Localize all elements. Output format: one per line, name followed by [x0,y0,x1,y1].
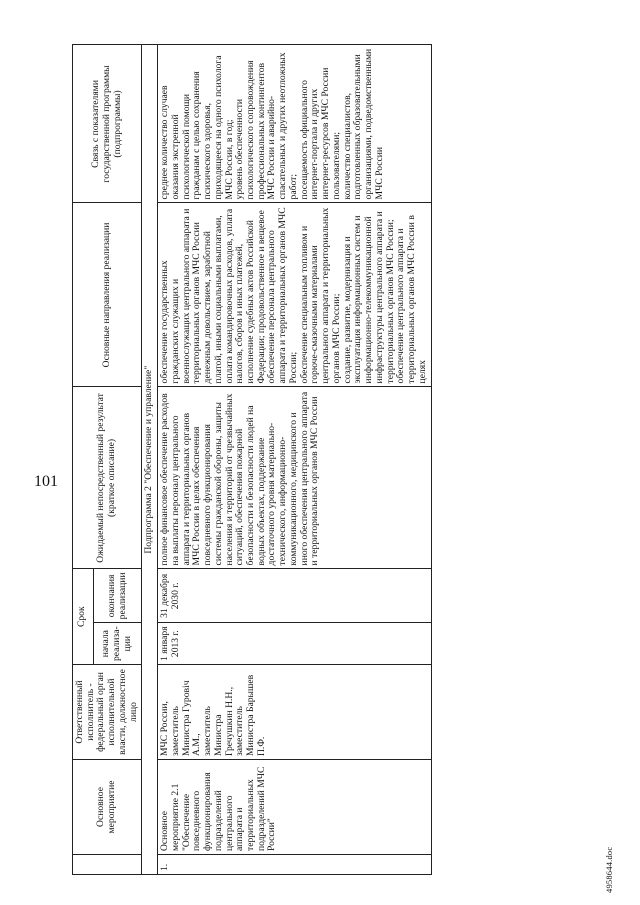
subprogram-row [142,45,158,875]
events-table [72,44,432,875]
row-end: 31 декабря 2030 г. [158,569,431,623]
row-directions: обеспечение государственных гражданских служащих и военнослужащих центрального аппарата и территориальных органов МЧС России денежным довольствием, заработной платой, иными социальными выплатами, оплата командировочных расходов, уплата налогов, сборов и иных платежей, исполнение судебных актов Российской Федерации; продовольственное и вещевое обеспечение персонала центрального аппарата и территориальных органов МЧС России; обеспечение специальным топливом и горюче-смазочными материалами центрального аппарата и территориальных органов МЧС России; создание, развитие, модернизация и эксплуатация информационных систем и информационно-телекоммуникационной инфраструктуры центрального аппарата и территориальных органов МЧС России; обеспечение центрального аппарата и территориальных органов МЧС России в целях [158,203,431,387]
header-expected-result: Ожидаемый непосредственный результат (краткое описание) [73,387,142,569]
header-main-event: Основное мероприятие [73,760,142,855]
row-expected-result: полное финансовое обеспечение расходов на выплаты персоналу центрального аппарата и территориальных органов МЧС России в целях обеспечения повседневного функционирования системы гражданской обороны, защиты населения и территорий от чрезвычайных ситуаций, обеспечения пожарной безопасности и безопасности людей на водных объектах, поддержание достаточного уровня материально-технического, информационно-коммуникационного, медицинского и иного обеспечения центрального аппарата и территориальных органов МЧС России [158,387,431,569]
header-num [73,855,142,875]
header-term: Срок [73,569,94,665]
header-directions: Основные направления реализации [73,203,142,387]
page-number: 101 [34,473,58,490]
table-row [158,45,431,875]
row-start: 1 января 2013 г. [158,623,431,665]
header-responsible: Ответственный исполнитель - федеральный орган исполнительной власти, должностное лицо [73,665,142,760]
document-id: 4958644.doc [604,846,614,893]
row-main-event: Основное мероприятие 2.1 "Обеспечение повседневного функционирования подразделений центрального аппарата и территориальных подразделений МЧС России" [158,760,431,855]
subprogram-title: Подпрограмма 2 "Обеспечение и управление" [142,45,158,875]
header-term-start: начала реализа-ции [93,623,142,665]
header-link: Связь с показателями государственной программы (подпрограммы) [73,45,142,203]
row-num: 1. [158,855,431,875]
row-responsible: МЧС России, заместитель Министра Гуровіч А.М., заместитель Министра Гречушкин Н.Н., заместитель Министра Барышев П.Ф. [158,665,431,760]
header-row [73,45,94,875]
header-term-end: окончания реализации [93,569,142,623]
row-link: среднее количество случаев оказания экстренной психологической помощи гражданам с целью сохранения психического здоровья, приходящееся на одного психолога МЧС России, в год; уровень обеспеченности психологического сопровождения профессиональных контингентов МЧС России и аварийно-спасательных и других неотложных работ; посещаемость официального интернет-портала и других интернет-ресурсов МЧС России пользователями; количество специалистов, подготовленных образовательными организациями, подведомственными МЧС России [158,45,431,203]
